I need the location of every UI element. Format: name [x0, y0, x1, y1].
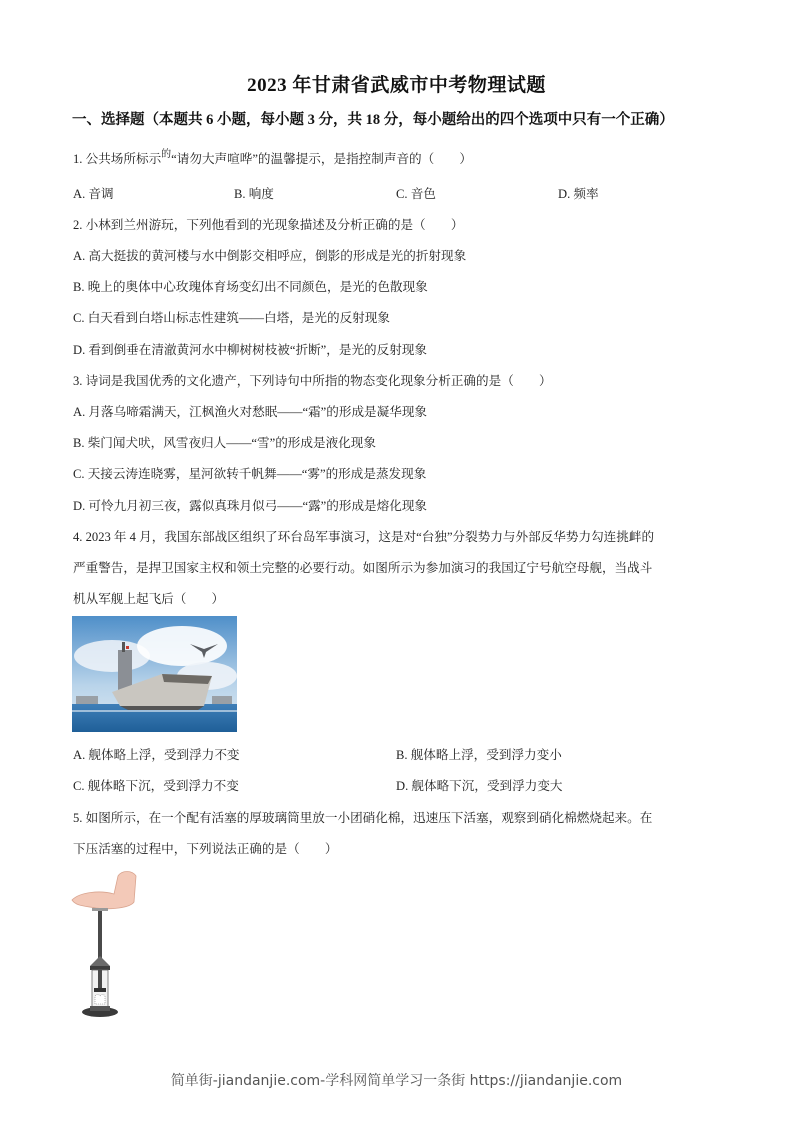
question-3-option-a: A. 月落乌啼霜满天，江枫渔火对愁眠——“霜”的形成是凝华现象: [73, 405, 428, 419]
question-3-option-b: B. 柴门闻犬吠，风雪夜归人——“雪”的形成是液化现象: [73, 436, 376, 450]
question-1-stem: 1. 公共场所标示$^的$“请勿大声喧哗”的温馨提示，是指控制声音的（ ）: [73, 149, 473, 166]
question-2-option-b: B. 晚上的奥体中心玫瑰体育场变幻出不同颜色，是光的色散现象: [73, 280, 428, 294]
aircraft-carrier-icon: [72, 616, 237, 732]
question-1-option-c: C. 音色: [396, 187, 436, 201]
question-4-option-d: D. 舰体略下沉，受到浮力变大: [396, 779, 563, 793]
aircraft-carrier-image: [72, 616, 237, 732]
question-1-option-d: D. 频率: [558, 187, 599, 201]
piston-cylinder-image: [70, 866, 140, 1022]
question-4-option-b: B. 舰体略上浮，受到浮力变小: [396, 748, 562, 762]
question-1-option-b: B. 响度: [234, 187, 274, 201]
piston-cylinder-icon: [70, 866, 140, 1022]
question-2-option-c: C. 白天看到白塔山标志性建筑——白塔，是光的反射现象: [73, 311, 390, 325]
question-4-option-c: C. 舰体略下沉，受到浮力不变: [73, 779, 239, 793]
question-number: 1.: [73, 152, 83, 166]
section-heading: 一、选择题（本题共 6 小题，每小题 3 分，共 18 分，每小题给出的四个选项中只有一个正确）: [72, 112, 674, 128]
question-3-option-c: C. 天接云涛连晓雾，星河欲转千帆舞——“雾”的形成是蒸发现象: [73, 467, 427, 481]
page-title: 2023 年甘肃省武威市中考物理试题: [247, 75, 546, 96]
question-5-stem-line-2: 下压活塞的过程中，下列说法正确的是（ ）: [73, 842, 338, 856]
question-4-stem-line-2: 严重警告，是捍卫国家主权和领土完整的必要行动。如图所示为参加演习的我国辽宁号航空母舰，当战斗: [73, 561, 653, 575]
footer-watermark: 简单街-jiandanjie.com-学科网简单学习一条街 https://jiandanjie.com: [170, 1073, 623, 1089]
question-2-option-a: A. 高大挺拔的黄河楼与水中倒影交相呼应，倒影的形成是光的折射现象: [73, 249, 467, 263]
question-5-stem-line-1: 5. 如图所示，在一个配有活塞的厚玻璃筒里放一小团硝化棉，迅速压下活塞，观察到硝化棉燃烧起来。在: [73, 811, 653, 825]
question-4-stem-line-1: 4. 2023 年 4 月，我国东部战区组织了环台岛军事演习，这是对“台独”分裂势力与外部反华势力勾连挑衅的: [73, 530, 655, 544]
question-2-stem: 2. 小林到兰州游玩，下列他看到的光现象描述及分析正确的是（ ）: [73, 218, 464, 232]
question-2-option-d: D. 看到倒垂在清澈黄河水中柳树树枝被“折断”，是光的反射现象: [73, 343, 428, 357]
question-3-option-d: D. 可怜九月初三夜，露似真珠月似弓——“露”的形成是熔化现象: [73, 499, 428, 513]
question-1-option-a: A. 音调: [73, 187, 114, 201]
question-4-stem-line-3: 机从军舰上起飞后（ ）: [73, 592, 225, 606]
question-3-stem: 3. 诗词是我国优秀的文化遗产，下列诗句中所指的物态变化现象分析正确的是（ ）: [73, 374, 552, 388]
question-4-option-a: A. 舰体略上浮，受到浮力不变: [73, 748, 240, 762]
